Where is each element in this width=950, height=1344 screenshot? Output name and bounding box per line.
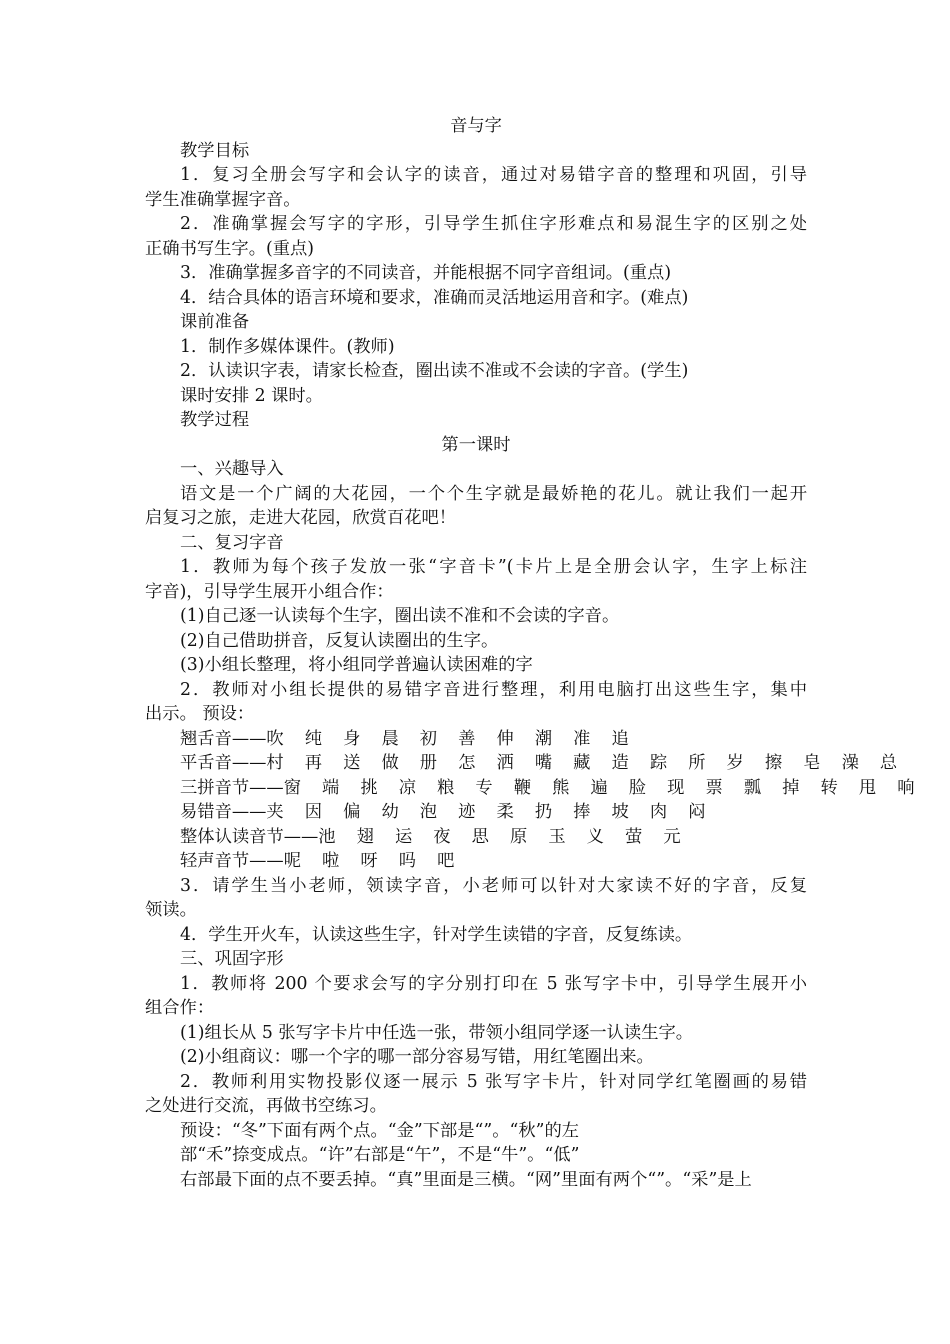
preset-line-1: 预设：“冬”下面有两个点。“金”下部是“”。“秋”的左	[180, 1120, 580, 1141]
part-1-text-line-2: 启复习之旅，走进大花园，欣赏百花吧！	[145, 508, 457, 528]
lesson-1-title: 第一课时	[441, 434, 511, 455]
part-2-item-3-line-2: 领读。	[145, 900, 197, 920]
part-2-sub-3: (3)小组长整理，将小组同学普遍认读困难的字	[180, 655, 533, 675]
part-2-item-2-line-1: 2．教师对小组长提供的易错字音进行整理，利用电脑打出这些生字，集中	[180, 679, 807, 700]
part-3-sub-2: (2)小组商议：哪一个字的哪一部分容易写错，用红笔圈出来。	[180, 1047, 654, 1067]
part-2-item-4: 4．学生开火车，认读这些生字，针对学生读错的字音，反复练读。	[180, 924, 693, 945]
part-3-item-2-line-1: 2．教师利用实物投影仪逐一展示 5 张写字卡片，针对同学红笔圈画的易错	[180, 1071, 807, 1092]
goal-1-line-1: 1．复习全册会写字和会认字的读音，通过对易错字音的整理和巩固，引导	[180, 165, 807, 185]
char-group-error-prone: 易错音——夹 因 偏 幼 泡 迹 柔 扔 捧 坡 肉 闷	[180, 802, 714, 822]
part-2-item-3-line-1: 3．请学生当小老师，领读字音，小老师可以针对大家读不好的字音，反复	[180, 875, 807, 896]
char-group-triple-spelling: 三拼音节——窗 端 挑 凉 粮 专 鞭 熊 遍 脸 现 票 瓢 掉 转 甩 响	[180, 777, 923, 798]
goal-3: 3．准确掌握多音字的不同读音，并能根据不同字音组词。(重点)	[180, 263, 672, 283]
char-group-flat-tongue: 平舌音——村 再 送 做 册 怎 洒 嘴 藏 造 踪 所 岁 擦 皂 澡 总	[180, 753, 905, 773]
part-2-sub-2: (2)自己借助拼音，反复认读圈出的生字。	[180, 630, 499, 651]
prep-item-2: 2．认读识字表，请家长检查，圈出读不准或不会读的字音。(学生)	[180, 361, 689, 381]
part-3-item-2-line-2: 之处进行交流，再做书空练习。	[145, 1096, 387, 1116]
part-2-item-1-line-1: 1．教师为每个孩子发放一张“字音卡”(卡片上是全册会认字，生字上标注	[180, 557, 807, 577]
goal-4: 4．结合具体的语言环境和要求，准确而灵活地运用音和字。(难点)	[180, 287, 689, 308]
part-3-sub-1: (1)组长从 5 张写字卡片中任选一张，带领小组同学逐一认读生字。	[180, 1022, 694, 1043]
part-2-item-1-line-2: 字音)，引导学生展开小组合作：	[145, 581, 394, 602]
char-group-retroflex: 翘舌音——吹 纯 身 晨 初 善 伸 潮 准 追	[180, 728, 637, 749]
part-3-item-1-line-2: 组合作：	[145, 998, 215, 1018]
goal-2-line-1: 2．准确掌握会写字的字形，引导学生抓住字形难点和易混生字的区别之处	[180, 214, 807, 234]
part-1-heading: 一、兴趣导入	[180, 459, 284, 479]
prep-heading: 课前准备	[180, 312, 250, 332]
part-2-item-2-line-2: 出示。 预设：	[145, 704, 255, 724]
part-2-heading: 二、复习字音	[180, 532, 284, 553]
part-3-item-1-line-1: 1．教师将 200 个要求会写的字分别打印在 5 张写字卡中，引导学生展开小	[180, 973, 807, 994]
prep-item-1: 1．制作多媒体课件。(教师)	[180, 336, 395, 357]
preset-line-3: 右部最下面的点不要丢掉。“真”里面是三横。“网”里面有两个“”。“采”是上	[180, 1169, 752, 1190]
process-heading: 教学过程	[180, 410, 250, 430]
preset-line-2: 部“禾”捺变成点。“许”右部是“午”，不是“牛”。“低”	[180, 1145, 580, 1165]
char-group-neutral-tone: 轻声音节——呢 啦 呀 吗 吧	[180, 851, 463, 871]
goal-2-line-2: 正确书写生字。(重点)	[145, 238, 315, 259]
char-group-whole-syllable: 整体认读音节——池 翅 运 夜 思 原 玉 义 萤 元	[180, 826, 689, 847]
goal-1-line-2: 学生准确掌握字音。	[145, 189, 301, 210]
goals-heading: 教学目标	[180, 140, 250, 161]
part-2-sub-1: (1)自己逐一认读每个生字，圈出读不准和不会读的字音。	[180, 606, 620, 626]
schedule-text: 课时安排 2 课时。	[180, 385, 323, 406]
part-1-text-line-1: 语文是一个广阔的大花园，一个个生字就是最娇艳的花儿。就让我们一起开	[180, 483, 807, 504]
part-3-heading: 三、巩固字形	[180, 949, 284, 969]
document-page	[145, 114, 923, 1192]
document-title: 音与字	[450, 116, 502, 136]
